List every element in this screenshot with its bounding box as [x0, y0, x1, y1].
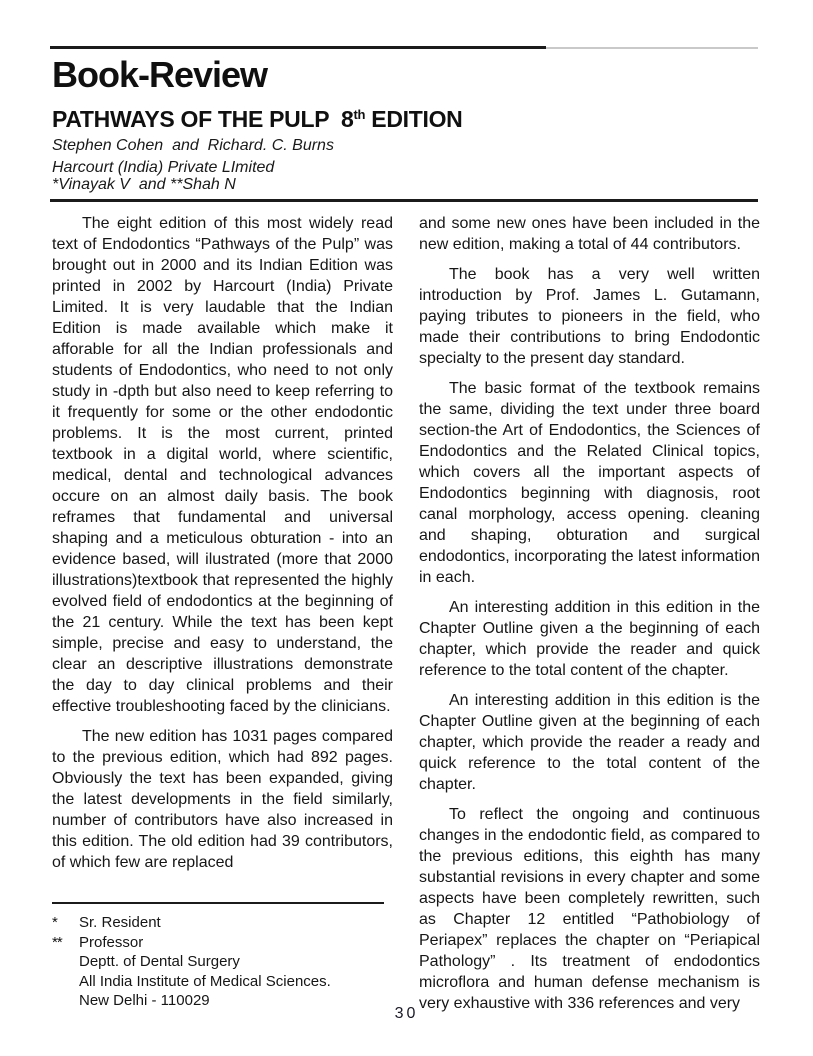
footnote-marker: * — [52, 914, 57, 931]
footnote-text: Professor — [79, 933, 144, 951]
footnote-row — [52, 952, 400, 972]
footnote-text: New Delhi - 110029 — [79, 992, 210, 1009]
footnote-row — [52, 933, 400, 953]
paragraph: An interesting addition in this edition in the Chapter Outline given a the beginning of each chapter, which provide the reader and quick reference to the total content of the chapter. — [419, 599, 760, 679]
paragraph: The new edition has 1031 pages compared to the previous edition, which had 892 pages. Obviously the text has been expanded, giving the latest developments in the field similarly, number of contributors have also increased in this edition. The old edition had 39 contributors, of which few are replaced — [52, 728, 393, 871]
footnote-marker — [52, 952, 79, 972]
header-divider — [50, 199, 758, 202]
authors-line: Stephen Cohen and Richard. C. Burns — [52, 137, 334, 154]
publisher-line: Harcourt (India) Private LImited — [52, 159, 275, 176]
footnotes-block — [52, 902, 400, 1011]
right-column — [419, 213, 760, 1023]
paragraph: An interesting addition in this edition is the Chapter Outline given at the beginning of each chapter, which provide the reader a ready and quick reference to the total content of the chapter. — [419, 692, 760, 793]
paragraph: The book has a very well written introduction by Prof. James L. Gutamann, paying tributes to pioneers in the field, who made their contributions to bring Endodontic specialty to the present day standard. — [419, 266, 760, 367]
top-divider — [50, 46, 758, 49]
paragraph: The basic format of the textbook remains the same, dividing the text under three board section-the Art of Endodontics, the Sciences of Endodontics and the Related Clinical topics, which covers all the important aspects of Endodontics beginning with diagnosis, root canal morphology, access opening. cleaning and shaping, obturation and surgical endodontics, incorporating the latest information in each. — [419, 380, 760, 586]
paragraph: The eight edition of this most widely read text of Endodontics “Pathways of the Pulp” was brought out in 2000 and its Indian Edition was printed in 2002 by Harcourt (India) Private Limited. It is very laudable that the Indian Edition is made available which make it afforable for all the Indian professionals and students of Endodontics, who need to not only study in -dpth but also need to keep referring to it frequently for some or the other endodontic problems. It is the most current, printed textbook in a digital world, where scientific, medical, dental and technological advances occure on an almost daily basis. The book reframes that fundamental and universal shaping and a meticulous obturation - into an evidence based, will ilustrated (more that 2000 illustrations)textbook that represented the highly evolved field of endodontics at the beginning of the 21 century. While the text has been kept simple, precise and easy to understand, the clear an descriptive illustrations demonstrate the day to day clinical problems and their effective troubleshooting faced by the clinicians. — [52, 215, 393, 715]
paragraph: To reflect the ongoing and continuous changes in the endodontic field, as compared to the previous editions, this eighth has many substantial revisions in every chapter and some aspects have been completely rewritten, such as Chapter 12 entitled “Pathobiology of Periapex” replaces the chapter on “Periapical Pathology” . Its treatment of endodontics microflora and human defense mechanism is very exhaustive with 336 references and very — [419, 806, 760, 1012]
top-divider-black-segment — [50, 46, 546, 49]
footnote-divider — [52, 902, 384, 904]
book-title-text: PATHWAYS OF THE PULP 8 — [52, 106, 354, 132]
footnote-marker: ** — [52, 933, 62, 951]
top-divider-gray-segment — [546, 47, 758, 49]
footnote-marker — [52, 972, 79, 992]
page-title: Book-Review — [52, 54, 268, 95]
footnote-text: All India Institute of Medical Sciences. — [79, 972, 331, 990]
book-title — [52, 106, 462, 133]
footnote-text: Sr. Resident — [79, 914, 161, 931]
footnote-text: Deptt. of Dental Surgery — [79, 953, 240, 970]
edition-superscript: th — [353, 107, 366, 122]
footnote-row — [52, 913, 400, 933]
paragraph: and some new ones have been included in the new edition, making a total of 44 contributors. — [419, 215, 760, 253]
book-title-edition: EDITION — [365, 106, 463, 132]
footnote-row — [52, 972, 400, 992]
page-number: 30 — [394, 1005, 419, 1022]
reviewers-line: *Vinayak V and **Shah N — [52, 176, 236, 193]
